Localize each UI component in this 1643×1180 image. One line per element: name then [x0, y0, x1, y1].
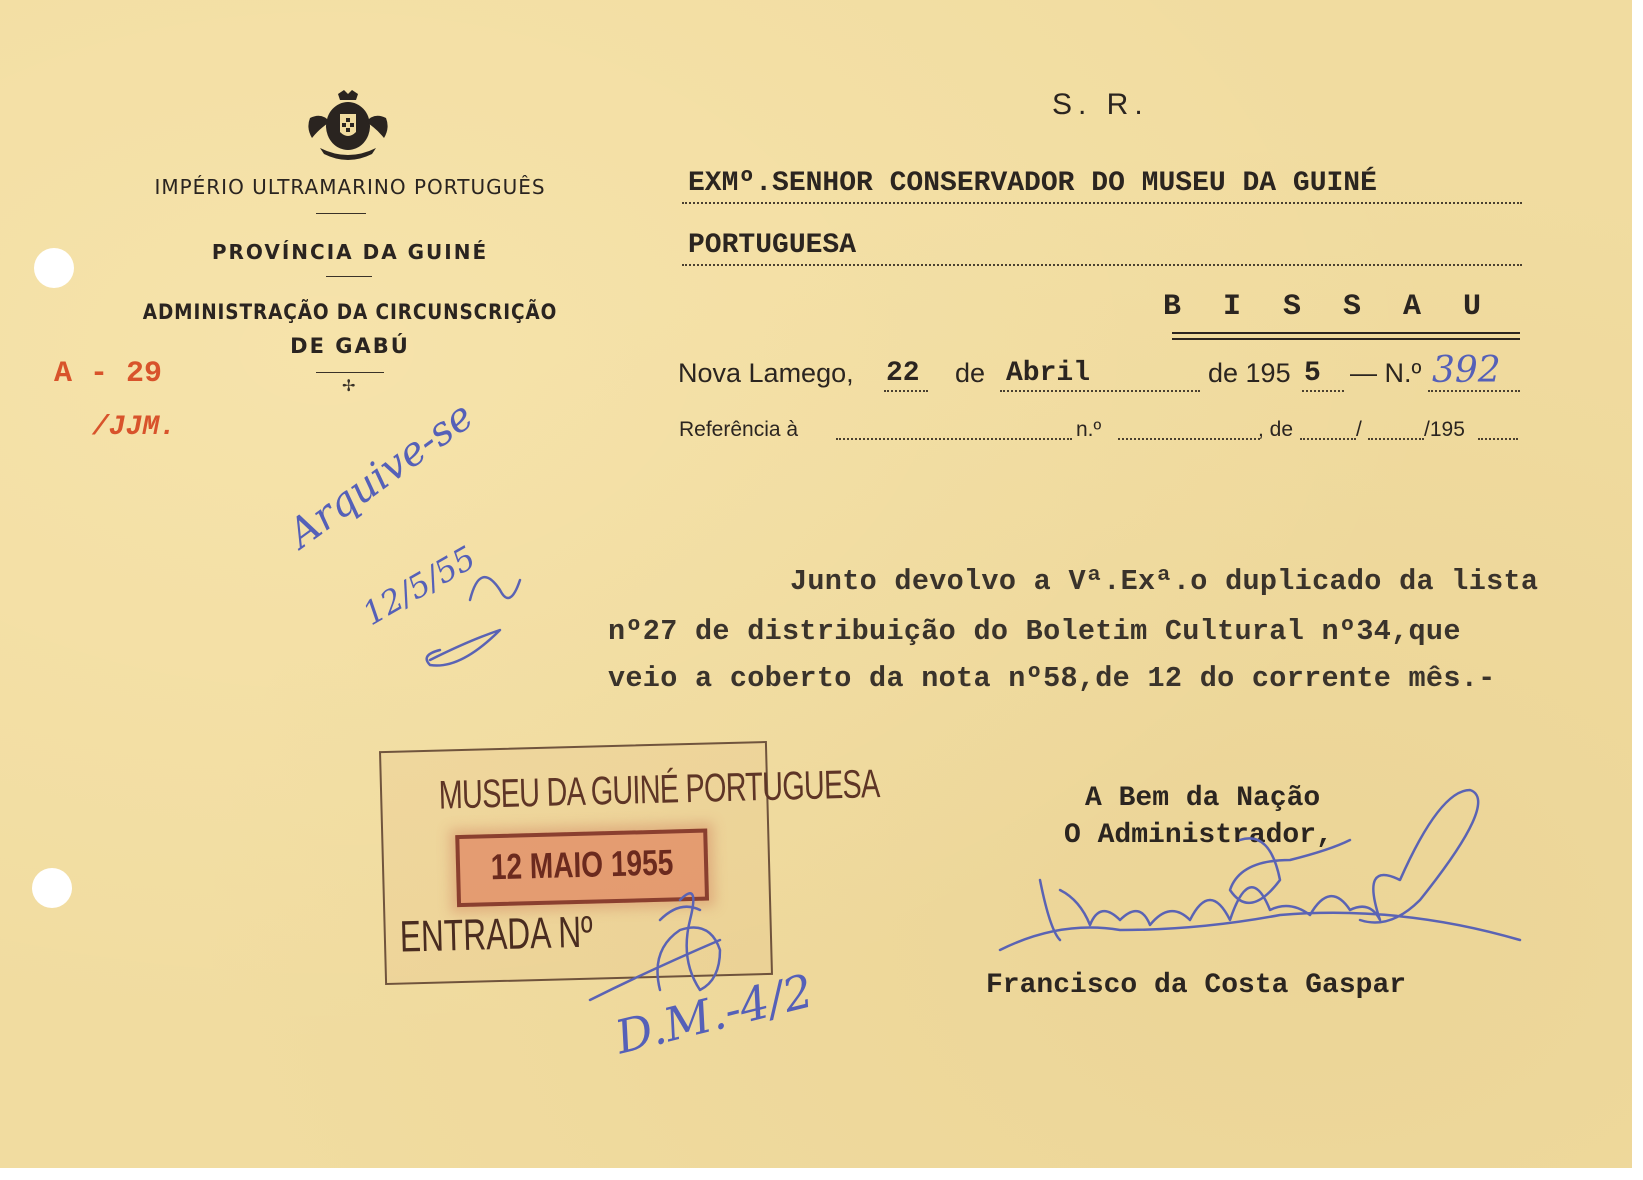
date-year-prefix: de 195	[1208, 358, 1291, 388]
body-line-3: veio a coberto da nota nº58,de 12 do corrente mês.-	[608, 662, 1496, 695]
date-month: Abril	[1006, 358, 1091, 389]
reference-slash: /	[1356, 418, 1362, 441]
letter-number: 392	[1432, 350, 1501, 391]
number-label: — N.º	[1350, 358, 1422, 388]
recipient-line-1: EXMº.SENHOR CONSERVADOR DO MUSEU DA GUINÉ	[688, 168, 1377, 199]
recipient-city: B I S S A U	[1163, 290, 1494, 324]
sr-heading: S. R.	[1052, 88, 1149, 121]
stamp-entry-label: ENTRADA Nº	[399, 907, 594, 962]
administrator-signature	[1000, 790, 1520, 950]
stamp-title: MUSEU DA GUINÉ PORTUGUESA	[438, 762, 881, 818]
archive-note: Arquive-se	[280, 392, 482, 558]
stamp-date: 12 MAIO 1955	[490, 841, 674, 888]
date-place: Nova Lamego,	[678, 358, 854, 388]
date-de: de	[955, 358, 986, 388]
letterhead-empire: IMPÉRIO ULTRAMARINO PORTUGUÊS	[154, 175, 546, 199]
letterhead-ornament-icon: ✢	[342, 378, 356, 395]
body-line-1: Junto devolvo a Vª.Exª.o duplicado da lista	[790, 565, 1539, 598]
closing-role: O Administrador,	[1064, 820, 1333, 851]
body-line-2: nº27 de distribuição do Boletim Cultural nº34,que	[608, 615, 1461, 648]
filing-code: D.M.-4/2	[610, 963, 819, 1065]
archive-date: 12/5/55	[356, 538, 482, 633]
date-year-digit: 5	[1304, 358, 1321, 389]
reference-code: A - 29	[54, 357, 163, 391]
letterhead-administration: ADMINISTRAÇÃO DA CIRCUNSCRIÇÃO	[142, 300, 558, 324]
letterhead-district: DE GABÚ	[290, 334, 410, 358]
stamp-initials-mark	[590, 893, 720, 1000]
recipient-line-2: PORTUGUESA	[688, 230, 857, 261]
date-day: 22	[886, 358, 920, 389]
reference-no-label: n.º	[1076, 418, 1102, 441]
archive-initials-mark	[427, 577, 520, 665]
letterhead-province: PROVÍNCIA DA GUINÉ	[211, 240, 489, 264]
administrator-signature-loop	[1230, 838, 1350, 903]
reference-label: Referência à	[679, 418, 799, 441]
signatory-name: Francisco da Costa Gaspar	[986, 970, 1407, 1001]
reference-de-label: , de	[1258, 418, 1294, 441]
reference-initials: /JJM.	[92, 412, 177, 443]
closing-salutation: A Bem da Nação	[1085, 783, 1321, 814]
reference-year-label: /195	[1424, 418, 1465, 441]
